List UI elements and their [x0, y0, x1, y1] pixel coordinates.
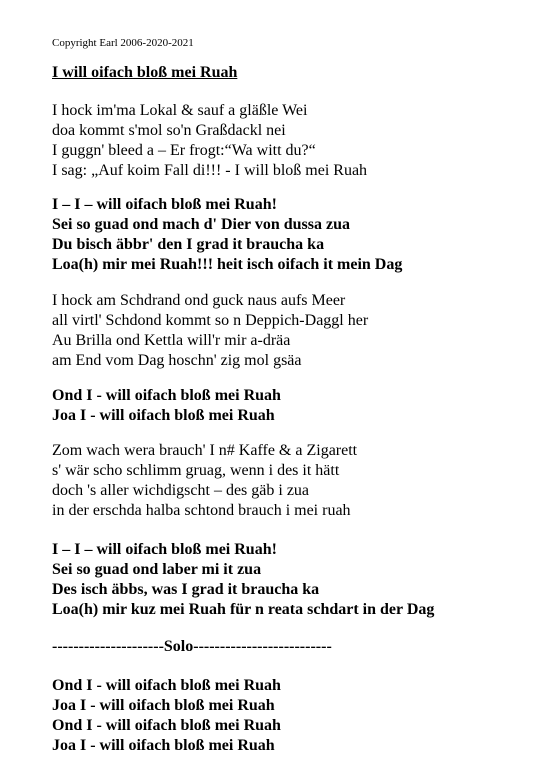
lyric-line: doch 's aller wichdigscht – des gäb i zua [52, 482, 310, 499]
lyric-line: s' wär scho schlimm gruag, wenn i des it hätt [52, 462, 340, 479]
lyric-line: Loa(h) mir mei Ruah!!! heit isch oifach it mein Dag [52, 256, 403, 273]
chorus-2 [52, 540, 434, 620]
lyric-line: Sei so guad ond mach d' Dier von dussa zua [52, 216, 350, 233]
lyric-line: I hock am Schdrand ond guck naus aufs Meer [52, 292, 346, 309]
solo-divider: ---------------------Solo-------------------------- [52, 638, 332, 655]
refrain-2 [52, 676, 281, 756]
lyric-line: Des isch äbbs, was I grad it braucha ka [52, 581, 320, 598]
lyric-line: Au Brilla ond Kettla will'r mir a-dräa [52, 332, 291, 349]
lyric-line: I sag: „Auf koim Fall di!!! - I will bloß mei Ruah [52, 162, 368, 179]
lyric-line: Joa I - will oifach bloß mei Ruah [52, 737, 275, 754]
song-title: I will oifach bloß mei Ruah [52, 64, 238, 81]
lyric-line: I – I – will oifach bloß mei Ruah! [52, 541, 277, 558]
lyric-line: Ond I - will oifach bloß mei Ruah [52, 717, 281, 734]
lyric-line: Ond I - will oifach bloß mei Ruah [52, 677, 281, 694]
lyric-line: I hock im'ma Lokal & sauf a gläßle Wei [52, 102, 308, 119]
lyric-line: Loa(h) mir kuz mei Ruah für n reata schdart in der Dag [52, 601, 435, 618]
lyric-line: Joa I - will oifach bloß mei Ruah [52, 697, 275, 714]
lyric-line: all virtl' Schdond kommt so n Deppich-Daggl her [52, 312, 369, 329]
refrain-1 [52, 386, 281, 426]
lyric-line: doa kommt s'mol so'n Graßdackl nei [52, 122, 286, 139]
lyric-line: I guggn' bleed a – Er frogt:“Wa witt du?“ [52, 142, 316, 159]
lyric-line: Du bisch äbbr' den I grad it braucha ka [52, 236, 325, 253]
verse-2 [52, 291, 368, 371]
verse-3 [52, 441, 357, 521]
copyright-notice: Copyright Earl 2006-2020-2021 [52, 37, 194, 49]
lyric-line: in der erschda halba schtond brauch i mei ruah [52, 502, 351, 519]
verse-1 [52, 101, 367, 181]
lyric-line: I – I – will oifach bloß mei Ruah! [52, 196, 277, 213]
chorus-1 [52, 195, 402, 275]
lyric-line: Zom wach wera brauch' I n# Kaffe & a Zigarett [52, 442, 358, 459]
lyric-line: am End vom Dag hoschn' zig mol gsäa [52, 352, 302, 369]
lyric-line: Joa I - will oifach bloß mei Ruah [52, 407, 275, 424]
lyric-line: Ond I - will oifach bloß mei Ruah [52, 387, 281, 404]
lyric-line: Sei so guad ond laber mi it zua [52, 561, 262, 578]
